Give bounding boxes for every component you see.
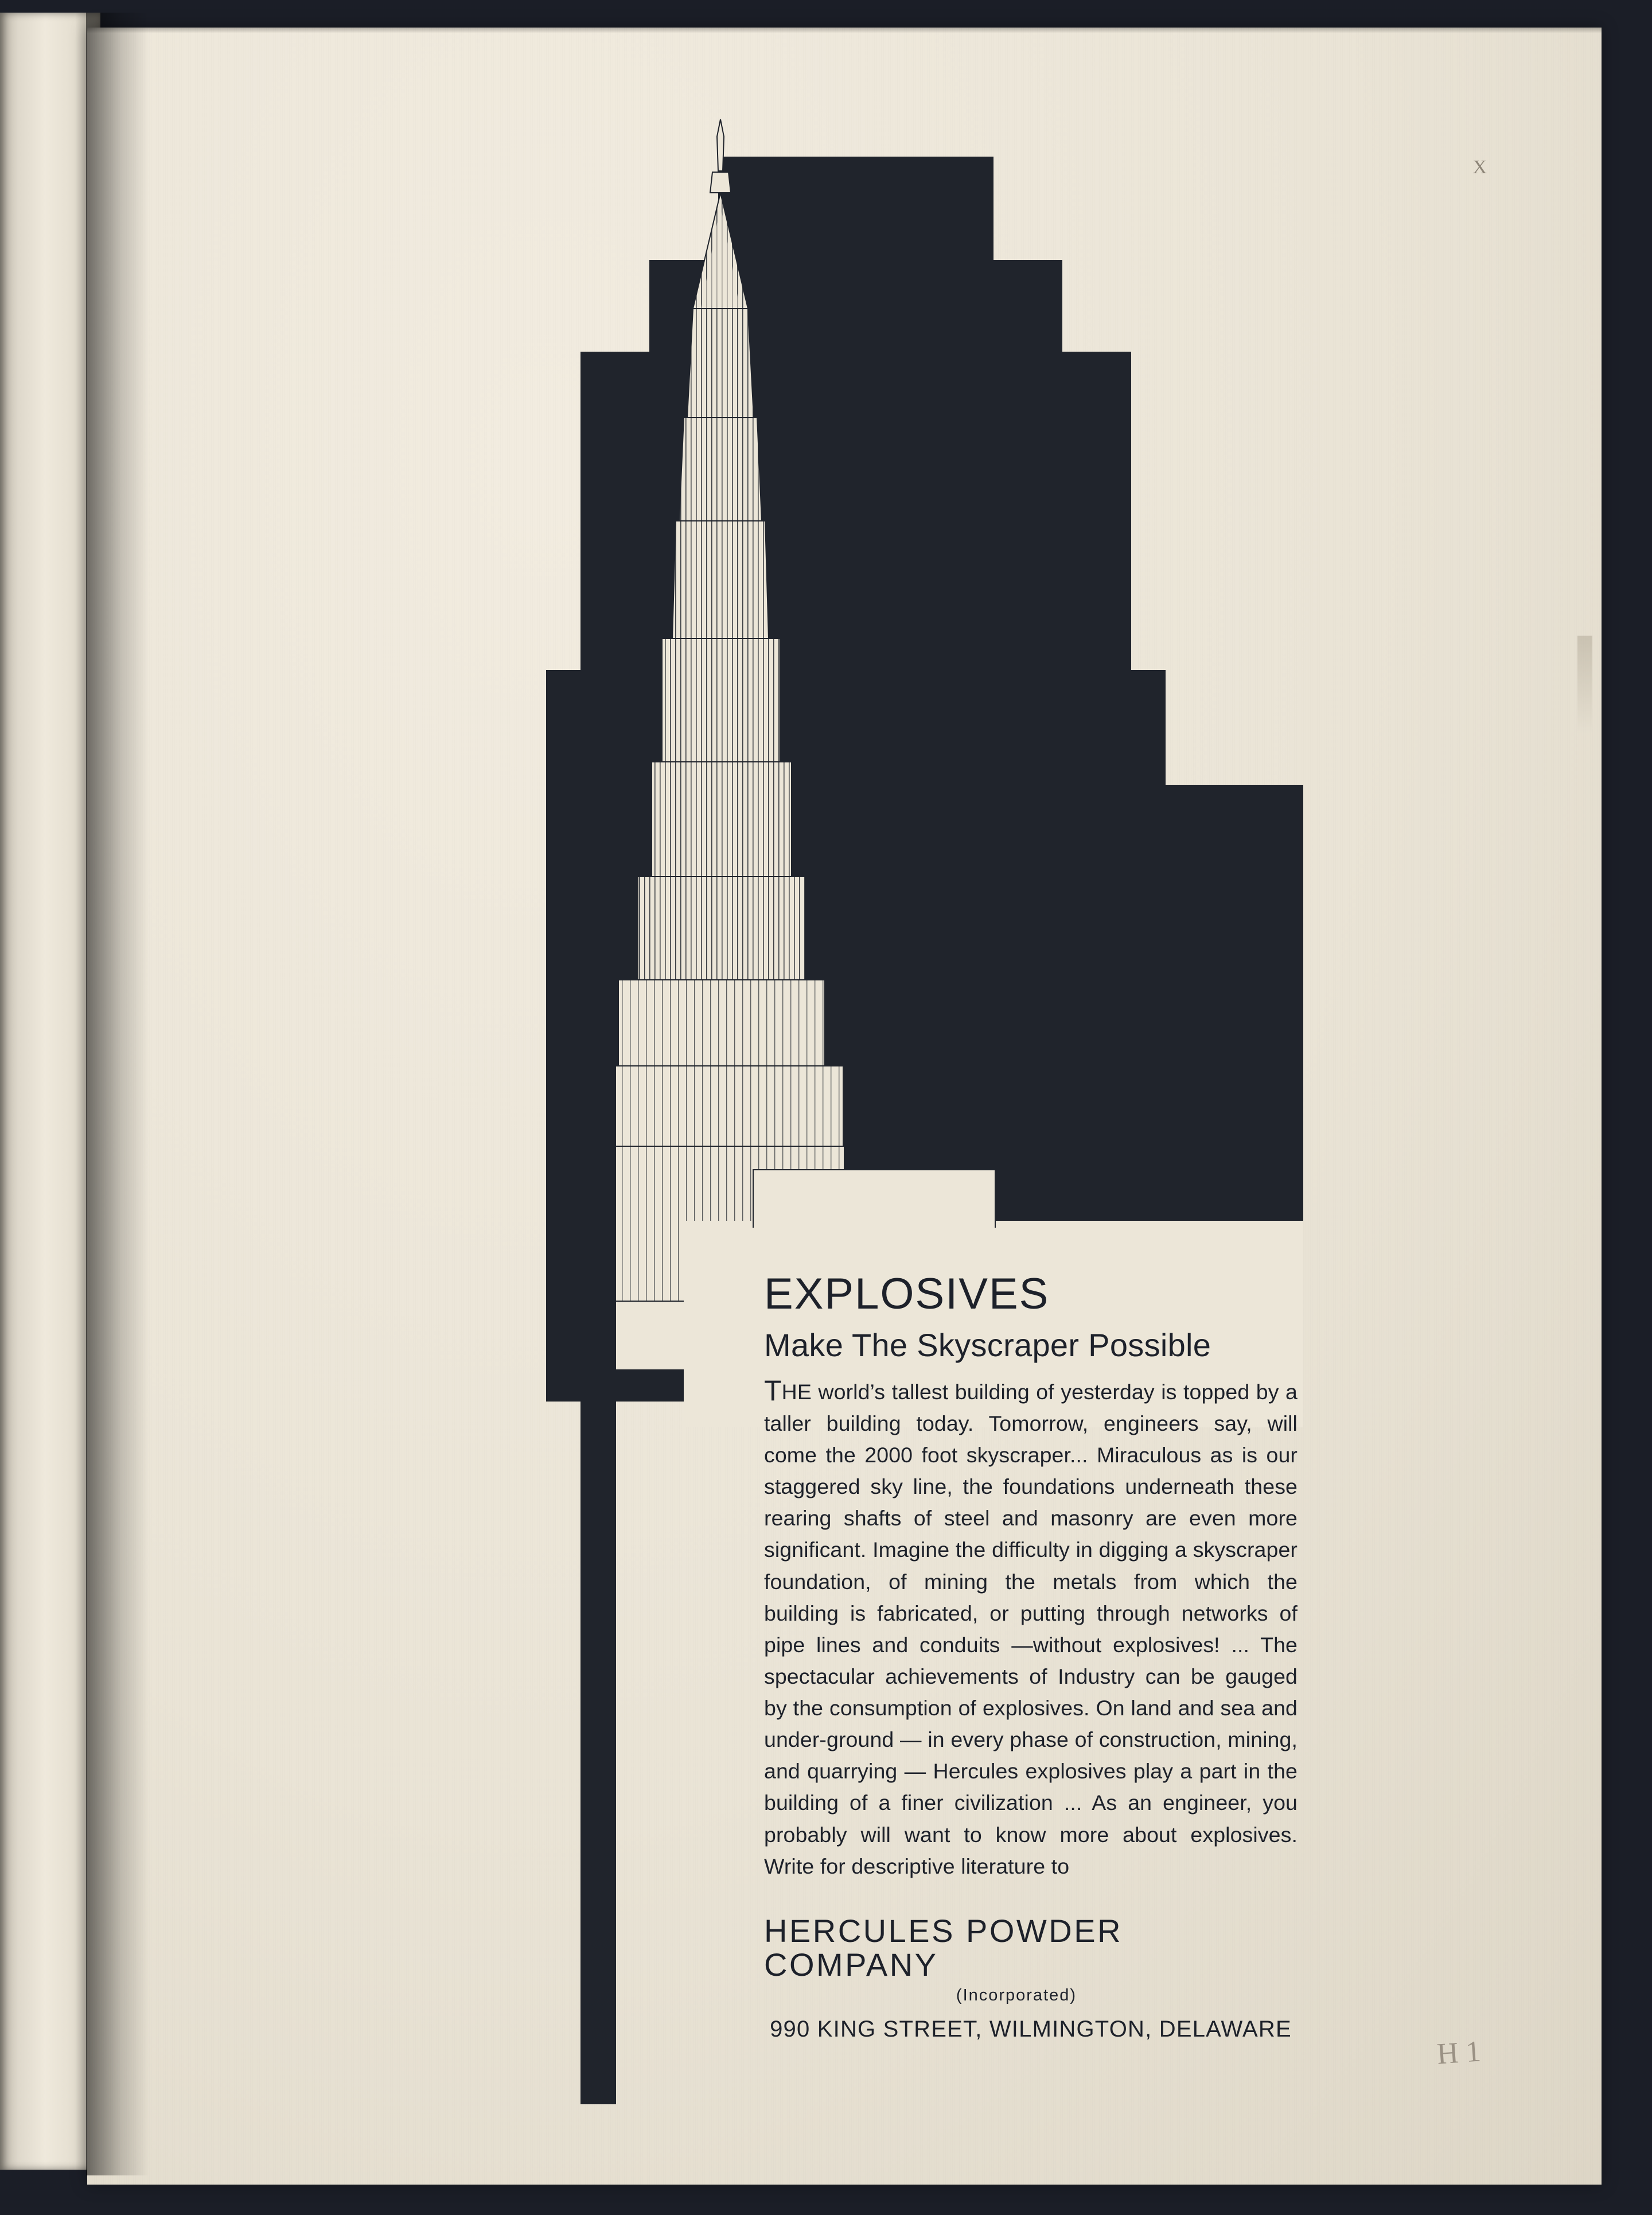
pencil-annotation-top: X (1472, 157, 1487, 178)
ad-headline: EXPLOSIVES (764, 1270, 1050, 1318)
ad-body-text: HE world’s tallest building of yesterday is topped by a taller building today. Tomorrow, engineers say, will come the 2000 foot skyscraper... Miraculous as is our staggered sky line, the foundations underneath these rearing shafts of steel and masonry are even more significant. Imagine the difficulty in digging a skyscraper foundation, of mining the metals from which the building is fabricated, or putting through networks of pipe lines and conduits —without explosives! ... The spectacular achievements of Industry can be gauged by the consumption of explosives. On land and sea and under-ground — in every phase of construction, mining, and quarrying — Hercules explosives play a part in the building of a finer civilization ... As an engineer, you probably will want to know more about explosives. Write for descriptive literature to (764, 1379, 1298, 1878)
ad-body-copy (764, 1376, 1298, 1882)
facing-page (0, 13, 100, 2170)
incorporated-note: (Incorporated) (956, 1986, 1077, 2005)
headline-backing-step (753, 1169, 996, 1228)
advertisement-page (87, 28, 1602, 2185)
ad-copy-block (764, 1272, 1298, 2042)
company-address: 990 KING STREET, WILMINGTON, DELAWARE (770, 2017, 1292, 2042)
ad-subheadline: Make The Skyscraper Possible (764, 1327, 1211, 1363)
page-top-shadow (87, 28, 1602, 33)
drop-cap: T (764, 1374, 782, 1407)
page-edge-wear (1577, 636, 1592, 733)
left-vertical-rule (580, 779, 616, 2104)
company-name: HERCULES POWDER COMPANY (764, 1912, 1123, 1983)
hercules-powder-advertisement (408, 102, 1303, 2110)
pencil-annotation-bottom: H 1 (1436, 2035, 1482, 2071)
